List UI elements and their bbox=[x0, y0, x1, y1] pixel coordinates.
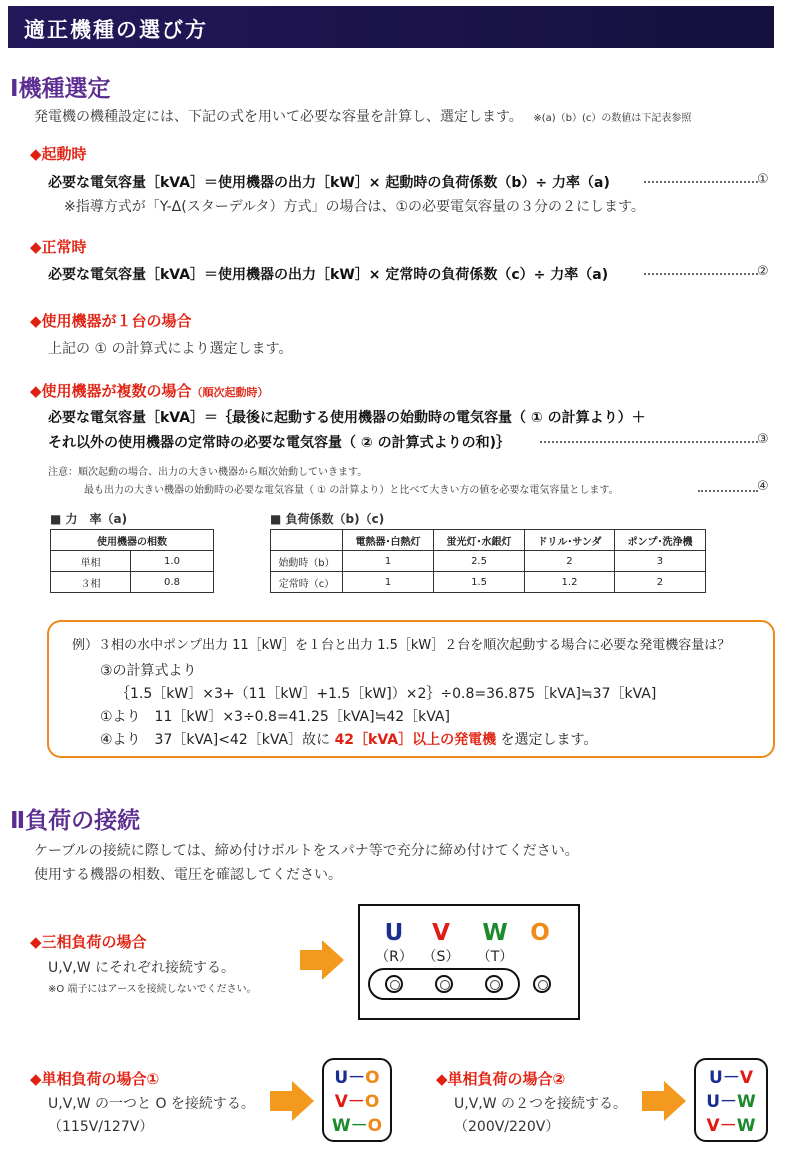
startup-note: ※指導方式が「Y-Δ(スターデルタ）方式」の場合は、①の必要電気容量の３分の２にします。 bbox=[64, 199, 645, 215]
table-cell: ３相 bbox=[51, 572, 131, 593]
terminal-label-w: W bbox=[482, 920, 508, 946]
terminal-sub-s: （S） bbox=[422, 949, 460, 965]
section1-intro-text: 発電機の機種設定には、下記の式を用いて必要な容量を計算し、選定します。 bbox=[34, 109, 523, 125]
power-factor-caption: ■ 力 率（a) bbox=[50, 512, 128, 526]
section1-title: Ⅰ機種選定 bbox=[10, 76, 111, 102]
table-header-row bbox=[51, 530, 214, 551]
example-line4 bbox=[100, 729, 597, 749]
dotted-leader bbox=[540, 441, 758, 443]
table-cell: 2 bbox=[525, 551, 615, 572]
table-row bbox=[51, 572, 214, 593]
table-cell: 1.5 bbox=[434, 572, 525, 593]
table-cell: 2 bbox=[614, 572, 705, 593]
single-phase2-heading: ◆単相負荷の場合② bbox=[436, 1070, 566, 1088]
three-phase-heading: ◆三相負荷の場合 bbox=[30, 933, 147, 951]
section1-intro-note: ※(a)（b）(c）の数値は下記表参照 bbox=[533, 113, 692, 124]
multiple-formula-line1: 必要な電気容量［kVA］＝｛最後に起動する使用機器の始動時の電気容量（ ① の計算より）＋ bbox=[48, 410, 646, 426]
arrow-right-icon bbox=[642, 1081, 686, 1121]
single-phase2-voltage: （200V/220V） bbox=[454, 1119, 560, 1135]
table-header-row bbox=[271, 530, 706, 551]
table-cell: 3 bbox=[614, 551, 705, 572]
combo-u-w: U－W bbox=[706, 1092, 756, 1112]
table-cell: 1.2 bbox=[525, 572, 615, 593]
table-cell: 1.0 bbox=[131, 551, 214, 572]
page-title: 適正機種の選び方 bbox=[24, 18, 208, 42]
single-phase1-heading: ◆単相負荷の場合① bbox=[30, 1070, 160, 1088]
table-row bbox=[271, 551, 706, 572]
table-header: 使用機器の相数 bbox=[51, 530, 214, 551]
example-line4-suffix: を選定します。 bbox=[500, 732, 598, 748]
combo-w-o: W－O bbox=[331, 1116, 383, 1136]
normal-heading: ◆正常時 bbox=[30, 238, 87, 256]
multiple-note2: 最も出力の大きい機器の始動時の必要な電気容量（ ① の計算より）と比べて大きい方の値を必要な電気容量とします。 bbox=[84, 485, 619, 496]
combo-u-v: U－V bbox=[709, 1068, 753, 1088]
terminal-label-o: O bbox=[530, 920, 550, 946]
section2-text2: 使用する機器の相数、電圧を確認してください。 bbox=[34, 867, 342, 883]
terminal-hole-v bbox=[435, 975, 453, 993]
page-title-banner bbox=[8, 6, 774, 48]
table-header-empty bbox=[271, 530, 343, 551]
section2-title: Ⅱ負荷の接続 bbox=[10, 808, 141, 834]
combo-v-w: V－W bbox=[706, 1116, 756, 1136]
terminal-hole-w bbox=[485, 975, 503, 993]
dotted-leader bbox=[644, 181, 758, 183]
single-unit-text: 上記の ① の計算式により選定します。 bbox=[48, 341, 293, 357]
terminal-label-v: V bbox=[432, 920, 450, 946]
example-line4-prefix: ④より 37［kVA]<42［kVA］故に bbox=[100, 732, 331, 748]
table-cell: 定常時（c） bbox=[271, 572, 343, 593]
example-line3: ①より 11［kW］×3÷0.8=41.25［kVA]≒42［kVA] bbox=[100, 709, 450, 725]
example-question: 例）３相の水中ポンプ出力 11［kW］を１台と出力 1.5［kW］２台を順次起動する場合に必要な発電機容量は？ bbox=[72, 638, 731, 653]
load-factor-caption: ■ 負荷係数（b)（c) bbox=[270, 512, 385, 526]
startup-formula: 必要な電気容量［kVA］＝使用機器の出力［kW］× 起動時の負荷係数（b）÷ 力率（a) bbox=[48, 175, 610, 191]
power-factor-table bbox=[50, 529, 214, 593]
multiple-note1: 注意：順次起動の場合、出力の大きい機器から順次始動していきます。 bbox=[48, 467, 368, 478]
table-cell: 単相 bbox=[51, 551, 131, 572]
normal-number: ② bbox=[757, 264, 769, 279]
normal-formula: 必要な電気容量［kVA］＝使用機器の出力［kW］× 定常時の負荷係数（c）÷ 力率（a) bbox=[48, 267, 609, 283]
startup-number: ① bbox=[757, 172, 769, 187]
single-phase2-text: U,V,W の２つを接続する。 bbox=[454, 1096, 628, 1112]
single-unit-heading: ◆使用機器が１台の場合 bbox=[30, 312, 192, 330]
startup-leader bbox=[640, 171, 754, 190]
multiple-leader bbox=[536, 431, 754, 450]
table-header: ポンプ･洗浄機 bbox=[614, 530, 705, 551]
example-line2: ｛1.5［kW］×3+（11［kW］+1.5［kW]）×2｝÷0.8=36.875［kVA]≒37［kVA] bbox=[116, 686, 657, 702]
multiple-units-heading-text: ◆使用機器が複数の場合 bbox=[30, 382, 192, 400]
dotted-leader bbox=[698, 490, 758, 492]
table-row bbox=[271, 572, 706, 593]
multiple-number: ③ bbox=[757, 432, 769, 447]
table-cell: 1 bbox=[343, 551, 434, 572]
table-row bbox=[51, 551, 214, 572]
table-header: 電熱器･白熱灯 bbox=[343, 530, 434, 551]
combo-v-o: V－O bbox=[334, 1092, 380, 1112]
note-leader bbox=[694, 480, 754, 499]
dotted-leader bbox=[644, 273, 758, 275]
terminal-sub-r: （R） bbox=[375, 949, 413, 965]
table-cell: 1 bbox=[343, 572, 434, 593]
section1-intro bbox=[34, 106, 691, 126]
multiple-formula-line2: それ以外の使用機器の定常時の必要な電気容量（ ② の計算式よりの和)｝ bbox=[48, 435, 510, 451]
three-phase-note: ※O 端子にはアースを接続しないでください。 bbox=[48, 984, 257, 995]
table-cell: 始動時（b） bbox=[271, 551, 343, 572]
single-phase1-voltage: （115V/127V） bbox=[48, 1119, 154, 1135]
table-header: 蛍光灯･水銀灯 bbox=[434, 530, 525, 551]
terminal-sub-t: （T） bbox=[476, 949, 514, 965]
terminal-hole-u bbox=[385, 975, 403, 993]
multiple-units-heading-sub: （順次起動時） bbox=[191, 386, 269, 399]
three-phase-text: U,V,W にそれぞれ接続する。 bbox=[48, 960, 236, 976]
normal-leader bbox=[640, 263, 754, 282]
terminal-label-u: U bbox=[384, 920, 404, 946]
combo-u-o: U－O bbox=[334, 1068, 380, 1088]
single-phase2-combos bbox=[694, 1058, 768, 1142]
section2-text1: ケーブルの接続に際しては、締め付けボルトをスパナ等で充分に締め付けてください。 bbox=[34, 843, 579, 859]
startup-heading: ◆起動時 bbox=[30, 145, 87, 163]
table-cell: 2.5 bbox=[434, 551, 525, 572]
single-phase1-combos bbox=[322, 1058, 392, 1142]
terminal-hole-o bbox=[533, 975, 551, 993]
note-number: ④ bbox=[757, 479, 769, 494]
load-factor-table bbox=[270, 529, 706, 593]
example-line4-highlight: 42［kVA］以上の発電機 bbox=[334, 732, 497, 748]
example-line1: ③の計算式より bbox=[100, 663, 197, 679]
arrow-right-icon bbox=[300, 940, 344, 980]
single-phase1-text: U,V,W の一つと O を接続する。 bbox=[48, 1096, 255, 1112]
arrow-right-icon bbox=[270, 1081, 314, 1121]
table-header: ドリル･サンダ bbox=[525, 530, 615, 551]
multiple-units-heading bbox=[30, 380, 269, 401]
table-cell: 0.8 bbox=[131, 572, 214, 593]
